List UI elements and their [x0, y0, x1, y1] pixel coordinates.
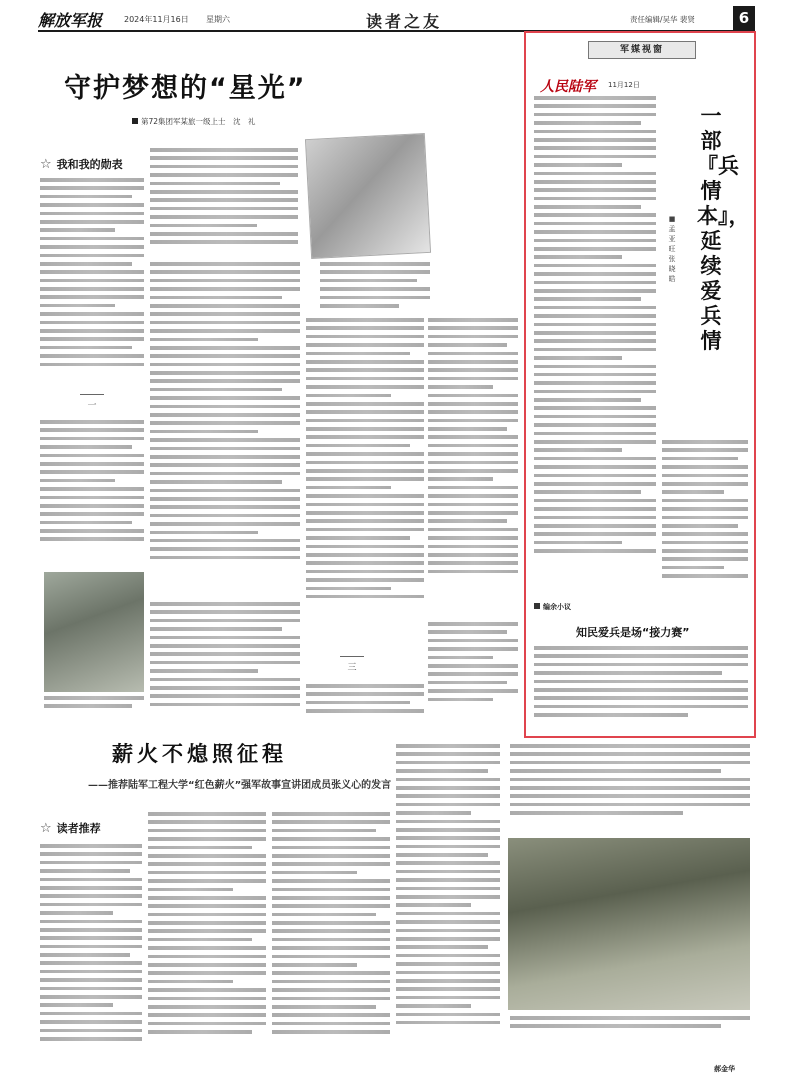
star-icon: ☆	[40, 157, 52, 172]
body-text-column	[534, 96, 656, 596]
body-text-column	[272, 812, 390, 1064]
responsible-editors: 责任编辑/吴华 裴贤	[630, 15, 695, 24]
media-article-author: ■孟亚旺 张晓皓	[668, 215, 676, 283]
body-text-column	[396, 744, 500, 1064]
subheading-text: 我和我的勋表	[56, 158, 123, 171]
body-text-column	[40, 420, 144, 560]
subheading-medals	[40, 156, 123, 172]
page-number: 6	[733, 6, 755, 30]
body-text-column	[40, 844, 142, 1064]
body-text-column	[510, 744, 750, 832]
photo-credit: 郝金华	[714, 1065, 735, 1073]
body-text-column	[306, 684, 424, 724]
media-outlet-date: 11月12日	[608, 81, 640, 89]
feature-headline: 薪火不熄照征程	[112, 742, 287, 766]
subheading-text: 读者推荐	[56, 822, 101, 835]
soldiers-group-photo	[508, 838, 750, 1010]
body-text-column	[150, 602, 300, 722]
photo-caption	[510, 1016, 750, 1033]
issue-date: 2024年11月16日	[124, 15, 189, 24]
body-text-column	[148, 812, 266, 1064]
editor-note-title: 知民爱兵是场“接力赛”	[576, 626, 690, 639]
section-mark: 一	[80, 394, 104, 418]
photo-caption-lines	[44, 696, 144, 718]
media-outlet-logo: 人民陆军	[540, 79, 596, 95]
body-text-column	[150, 148, 298, 258]
body-text-column	[428, 318, 518, 618]
editor-note-label: 编余小议	[534, 602, 571, 612]
byline-text: 第72集团军某旅一级上士 沈 礼	[141, 117, 256, 126]
masthead	[38, 6, 755, 32]
body-text-column	[662, 440, 748, 596]
bullet-square-icon	[132, 118, 138, 124]
body-text-column	[306, 318, 424, 640]
section-title: 读者之友	[366, 12, 443, 31]
media-article-title: 一部『兵情本』，延续爱兵情	[697, 104, 750, 353]
main-headline: 守护梦想的“星光”	[64, 73, 307, 104]
main-byline	[132, 116, 256, 127]
issue-weekday: 星期六	[206, 15, 230, 24]
body-text-column	[40, 178, 144, 390]
media-window-header: 军媒视窗	[588, 41, 696, 59]
subheading-reader-recommend	[40, 820, 101, 836]
soldier-with-flag-photo	[305, 133, 431, 259]
photo-credits-block	[428, 622, 518, 722]
photo-caption	[320, 262, 430, 312]
feature-subtitle: ——推荐陆军工程大学“红色薪火”强军故事宣讲团成员张义心的发言	[88, 780, 392, 791]
body-text-column	[534, 646, 748, 730]
body-text-column	[150, 262, 300, 600]
newspaper-logo: 解放军报	[38, 11, 103, 30]
soldiers-training-photo	[44, 572, 144, 692]
star-icon: ☆	[40, 821, 52, 836]
section-mark: 三	[340, 656, 364, 680]
